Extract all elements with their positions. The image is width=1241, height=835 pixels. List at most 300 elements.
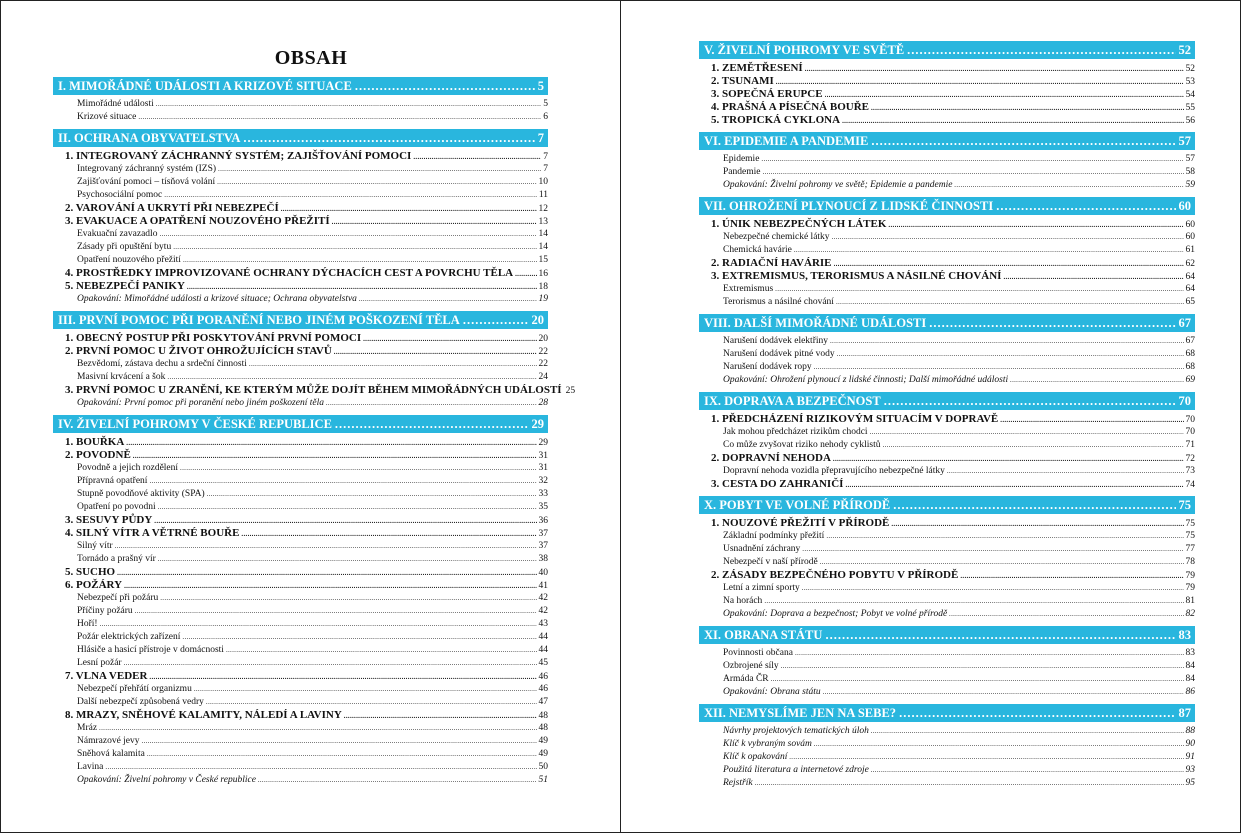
toc-subsection[interactable] xyxy=(53,475,548,488)
entry-page-number: 81 xyxy=(1185,596,1195,606)
toc-subsection[interactable] xyxy=(699,647,1195,660)
chapter-page-number: 52 xyxy=(1178,43,1191,57)
entry-title: 4. PRAŠNÁ A PÍSEČNÁ BOUŘE xyxy=(711,101,869,113)
entry-page-number: 13 xyxy=(538,217,548,227)
toc-subsection[interactable] xyxy=(53,696,548,709)
toc-subsection[interactable] xyxy=(699,361,1195,374)
leader-dots xyxy=(820,556,1184,569)
toc-left xyxy=(53,77,576,792)
entry-title: Základní podmínky přežití xyxy=(723,531,825,541)
chapter-heading[interactable] xyxy=(699,314,1195,332)
toc-subsection[interactable] xyxy=(699,439,1195,452)
entry-title: Lavina xyxy=(77,762,104,772)
chapter-page-number: 70 xyxy=(1178,394,1191,408)
leader-dots xyxy=(802,582,1184,595)
chapter-title: I. MIMOŘÁDNÉ UDÁLOSTI A KRIZOVÉ SITUACE xyxy=(58,79,352,93)
leader-dots xyxy=(218,163,541,176)
page-title: OBSAH xyxy=(274,47,348,69)
entry-page-number: 79 xyxy=(1185,571,1195,581)
entry-title: Jak mohou předcházet rizikům chodci xyxy=(723,427,868,437)
toc-subsection[interactable] xyxy=(699,582,1195,595)
toc-section[interactable] xyxy=(53,566,548,579)
toc-subsection[interactable] xyxy=(699,530,1195,543)
entry-title: Silný vítr xyxy=(77,541,113,551)
chapter-heading[interactable] xyxy=(699,392,1195,410)
entry-title: Pandemie xyxy=(723,167,761,177)
toc-section[interactable] xyxy=(699,517,1195,530)
toc-subsection[interactable] xyxy=(53,722,548,735)
leader-dots xyxy=(761,153,1183,166)
entry-page-number: 32 xyxy=(538,476,548,486)
entry-title: 1. INTEGROVANÝ ZÁCHRANNÝ SYSTÉM; ZAJIŠŤOVÁNÍ POMOCI xyxy=(65,150,412,162)
toc-chapter xyxy=(699,314,1195,387)
entry-title: 1. BOUŘKA xyxy=(65,436,125,448)
toc-section[interactable] xyxy=(53,345,548,358)
toc-subsection[interactable] xyxy=(53,605,548,618)
entry-page-number: 51 xyxy=(538,775,548,785)
entry-page-number: 60 xyxy=(1185,232,1195,242)
entry-page-number: 65 xyxy=(1185,297,1195,307)
entry-title: Extremismus xyxy=(723,284,774,294)
leader-dots xyxy=(762,166,1183,179)
entry-page-number: 5 xyxy=(543,99,548,109)
toc-subsection[interactable] xyxy=(53,618,548,631)
right-page xyxy=(620,0,1241,833)
leader-dots xyxy=(832,231,1184,244)
chapter-title: III. PRVNÍ POMOC PŘI PORANĚNÍ NEBO JINÉM POŠKOZENÍ TĚLA xyxy=(58,313,460,327)
entry-title: Narušení dodávek pitné vody xyxy=(723,349,835,359)
leader-dots xyxy=(154,514,536,528)
leader-dots xyxy=(870,426,1184,439)
entry-title: Mráz xyxy=(77,723,98,733)
toc-review-item[interactable] xyxy=(699,738,1195,751)
chapter-heading[interactable] xyxy=(53,129,548,147)
leader-dots xyxy=(795,647,1184,660)
entry-title: Narušení dodávek ropy xyxy=(723,362,812,372)
toc-section[interactable] xyxy=(53,280,548,293)
entry-title: 1. ÚNIK NEBEZPEČNÝCH LÁTEK xyxy=(711,218,887,230)
entry-title: 2. VAROVÁNÍ A UKRYTÍ PŘI NEBEZPEČÍ xyxy=(65,202,279,214)
toc-section[interactable] xyxy=(53,267,548,280)
entry-title: 1. NOUZOVÉ PŘEŽITÍ V PŘÍRODĚ xyxy=(711,517,890,529)
toc-subsection[interactable] xyxy=(53,540,548,553)
chapter-title: IX. DOPRAVA A BEZPEČNOST xyxy=(704,394,881,408)
leader-dots xyxy=(173,241,536,254)
entry-page-number: 73 xyxy=(1185,466,1195,476)
chapter-heading[interactable] xyxy=(699,496,1195,514)
entry-title: Námrazové jevy xyxy=(77,736,140,746)
entry-page-number: 42 xyxy=(538,593,548,603)
leader-dots xyxy=(158,553,537,566)
chapter-title: VII. OHROŽENÍ PLYNOUCÍ Z LIDSKÉ ČINNOSTI xyxy=(704,199,994,213)
toc-section[interactable] xyxy=(53,436,548,449)
entry-page-number: 49 xyxy=(538,736,548,746)
leader-dots xyxy=(133,449,537,463)
toc-chapter xyxy=(699,626,1195,699)
toc-subsection[interactable] xyxy=(53,644,548,657)
entry-page-number: 62 xyxy=(1185,259,1195,269)
entry-page-number: 37 xyxy=(538,541,548,551)
entry-title: 1. PŘEDCHÁZENÍ RIZIKOVÝM SITUACÍM V DOPRAVĚ xyxy=(711,413,999,425)
toc-section[interactable] xyxy=(53,579,548,592)
toc-review-item[interactable] xyxy=(699,608,1195,621)
entry-page-number: 28 xyxy=(538,398,548,408)
leader-dots xyxy=(871,764,1184,777)
entry-title: 3. SOPEČNÁ ERUPCE xyxy=(711,88,823,100)
toc-section[interactable] xyxy=(699,478,1195,491)
leader-dots xyxy=(888,218,1183,232)
leader-dots xyxy=(954,179,1183,192)
leader-dots xyxy=(871,101,1184,115)
toc-subsection[interactable] xyxy=(699,335,1195,348)
entry-page-number: 43 xyxy=(538,619,548,629)
chapter-heading[interactable] xyxy=(699,704,1195,722)
entry-page-number: 53 xyxy=(1185,77,1195,87)
entry-page-number: 74 xyxy=(1185,480,1195,490)
leader-dots xyxy=(99,722,536,735)
toc-subsection[interactable] xyxy=(53,371,548,384)
toc-chapter xyxy=(53,415,548,787)
toc-subsection[interactable] xyxy=(699,166,1195,179)
leader-dots xyxy=(149,670,536,684)
toc-review-item[interactable] xyxy=(699,686,1195,699)
chapter-heading[interactable] xyxy=(53,77,548,95)
toc-chapter xyxy=(699,496,1195,621)
entry-page-number: 56 xyxy=(1185,116,1195,126)
entry-title: 1. OBECNÝ POSTUP PŘI POSKYTOVÁNÍ PRVNÍ POMOCI xyxy=(65,332,362,344)
leader-dots xyxy=(147,748,537,761)
leader-dots xyxy=(463,311,529,329)
leader-dots xyxy=(837,348,1184,361)
leader-dots xyxy=(789,751,1183,764)
toc-section[interactable] xyxy=(53,215,548,228)
leader-dots xyxy=(160,592,536,605)
entry-title: Armáda ČR xyxy=(723,674,769,684)
leader-dots xyxy=(771,673,1184,686)
entry-page-number: 36 xyxy=(538,516,548,526)
entry-page-number: 40 xyxy=(538,568,548,578)
chapter-page-number: 7 xyxy=(537,131,544,145)
chapter-title: V. ŽIVELNÍ POHROMY VE SVĚTĚ xyxy=(704,43,905,57)
toc-subsection[interactable] xyxy=(53,358,548,371)
toc-section[interactable] xyxy=(699,75,1195,88)
toc-section[interactable] xyxy=(53,670,548,683)
entry-page-number: 59 xyxy=(1185,180,1195,190)
entry-title: Co může zvyšovat riziko nehody cyklistů xyxy=(723,440,881,450)
toc-subsection[interactable] xyxy=(53,657,548,670)
leader-dots xyxy=(842,114,1183,128)
toc-section[interactable] xyxy=(53,709,548,722)
toc-section[interactable] xyxy=(699,569,1195,582)
entry-title: Krizové situace xyxy=(77,112,137,122)
entry-page-number: 48 xyxy=(538,723,548,733)
toc-subsection[interactable] xyxy=(53,254,548,267)
toc-subsection[interactable] xyxy=(699,556,1195,569)
toc-right xyxy=(699,41,1195,795)
toc-section[interactable] xyxy=(53,514,548,527)
leader-dots xyxy=(893,496,1175,514)
entry-page-number: 6 xyxy=(543,112,548,122)
toc-section[interactable] xyxy=(53,332,548,345)
toc-section[interactable] xyxy=(699,218,1195,231)
entry-page-number: 25 xyxy=(565,386,576,396)
entry-title: Opakování: Doprava a bezpečnost; Pobyt ve volné přírodě xyxy=(723,609,948,619)
toc-chapter xyxy=(53,129,548,306)
entry-title: Usnadnění záchrany xyxy=(723,544,801,554)
entry-title: 3. CESTA DO ZAHRANIČÍ xyxy=(711,478,844,490)
entry-title: Integrovaný záchranný systém (IZS) xyxy=(77,164,217,174)
leader-dots xyxy=(825,88,1184,102)
leader-dots xyxy=(355,77,535,95)
leader-dots xyxy=(335,415,529,433)
entry-page-number: 14 xyxy=(538,242,548,252)
entry-title: Opakování: Ohrožení plynoucí z lidské činnosti; Další mimořádné události xyxy=(723,375,1009,385)
toc-subsection[interactable] xyxy=(699,153,1195,166)
toc-subsection[interactable] xyxy=(699,660,1195,673)
leader-dots xyxy=(825,626,1175,644)
toc-subsection[interactable] xyxy=(699,426,1195,439)
leader-dots xyxy=(158,501,537,514)
leader-dots xyxy=(871,725,1184,738)
chapter-heading[interactable] xyxy=(53,311,548,329)
leader-dots xyxy=(281,202,537,216)
toc-review-item[interactable] xyxy=(699,725,1195,738)
leader-dots xyxy=(883,439,1184,452)
leader-dots xyxy=(830,335,1184,348)
entry-page-number: 90 xyxy=(1185,739,1195,749)
toc-subsection[interactable] xyxy=(53,228,548,241)
leader-dots xyxy=(834,257,1184,271)
toc-subsection[interactable] xyxy=(53,553,548,566)
entry-title: 5. TROPICKÁ CYKLONA xyxy=(711,114,841,126)
entry-title: Nebezpečí v naší přírodě xyxy=(723,557,818,567)
chapter-heading[interactable] xyxy=(53,415,548,433)
leader-dots xyxy=(243,129,534,147)
toc-subsection[interactable] xyxy=(53,631,548,644)
toc-chapter xyxy=(53,77,548,124)
chapter-heading[interactable] xyxy=(699,626,1195,644)
entry-title: Ozbrojené síly xyxy=(723,661,779,671)
entry-page-number: 31 xyxy=(538,463,548,473)
toc-subsection[interactable] xyxy=(53,111,548,124)
leader-dots xyxy=(182,631,536,644)
chapter-page-number: 57 xyxy=(1178,134,1191,148)
leader-dots xyxy=(1000,413,1183,427)
entry-page-number: 24 xyxy=(538,372,548,382)
leader-dots xyxy=(135,605,537,618)
leader-dots xyxy=(164,189,537,202)
toc-subsection[interactable] xyxy=(699,244,1195,257)
entry-page-number: 60 xyxy=(1185,220,1195,230)
toc-section[interactable] xyxy=(53,150,548,163)
toc-subsection[interactable] xyxy=(699,231,1195,244)
toc-section[interactable] xyxy=(699,62,1195,75)
toc-section[interactable] xyxy=(53,449,548,462)
entry-page-number: 29 xyxy=(538,438,548,448)
toc-subsection[interactable] xyxy=(53,501,548,514)
leader-dots xyxy=(249,358,537,371)
toc-subsection[interactable] xyxy=(53,98,548,111)
entry-page-number: 82 xyxy=(1185,609,1195,619)
toc-subsection[interactable] xyxy=(53,462,548,475)
leader-dots xyxy=(891,517,1183,531)
leader-dots xyxy=(814,738,1184,751)
toc-subsection[interactable] xyxy=(699,296,1195,309)
leader-dots xyxy=(226,644,537,657)
entry-title: Nebezpečí přehřátí organizmu xyxy=(77,684,192,694)
leader-dots xyxy=(206,696,537,709)
toc-subsection[interactable] xyxy=(699,465,1195,478)
entry-title: 2. ZÁSADY BEZPEČNÉHO POBYTU V PŘÍRODĚ xyxy=(711,569,959,581)
leader-dots xyxy=(960,569,1183,583)
entry-title: Opakování: Mimořádné události a krizové situace; Ochrana obyvatelstva xyxy=(77,294,357,304)
toc-subsection[interactable] xyxy=(699,283,1195,296)
entry-title: 4. SILNÝ VÍTR A VĚTRNÉ BOUŘE xyxy=(65,527,240,539)
toc-chapter xyxy=(699,41,1195,127)
leader-dots xyxy=(359,293,537,306)
toc-subsection[interactable] xyxy=(53,683,548,696)
chapter-heading[interactable] xyxy=(699,132,1195,150)
leader-dots xyxy=(180,462,536,475)
toc-subsection[interactable] xyxy=(53,488,548,501)
leader-dots xyxy=(947,465,1184,478)
entry-page-number: 19 xyxy=(538,294,548,304)
entry-page-number: 84 xyxy=(1185,661,1195,671)
toc-review-item[interactable] xyxy=(53,774,548,787)
toc-subsection[interactable] xyxy=(699,673,1195,686)
entry-title: Tornádo a prašný vír xyxy=(77,554,156,564)
leader-dots xyxy=(344,709,537,723)
leader-dots xyxy=(105,761,536,774)
entry-page-number: 44 xyxy=(538,645,548,655)
entry-title: Požár elektrických zařízení xyxy=(77,632,181,642)
entry-page-number: 37 xyxy=(538,529,548,539)
entry-page-number: 20 xyxy=(538,334,548,344)
leader-dots xyxy=(781,660,1184,673)
leader-dots xyxy=(124,579,536,593)
toc-subsection[interactable] xyxy=(699,595,1195,608)
chapter-title: VIII. DALŠÍ MIMOŘÁDNÉ UDÁLOSTI xyxy=(704,316,927,330)
toc-subsection[interactable] xyxy=(53,176,548,189)
toc-section[interactable] xyxy=(699,101,1195,114)
toc-subsection[interactable] xyxy=(53,241,548,254)
leader-dots xyxy=(142,735,537,748)
entry-title: Mimořádné události xyxy=(77,99,154,109)
toc-section[interactable] xyxy=(699,270,1195,283)
leader-dots xyxy=(326,397,537,410)
entry-title: Klíč k opakování xyxy=(723,752,788,762)
chapter-page-number: 67 xyxy=(1178,316,1191,330)
toc-subsection[interactable] xyxy=(53,748,548,761)
entry-title: Zásady při opuštění bytu xyxy=(77,242,172,252)
entry-page-number: 57 xyxy=(1185,154,1195,164)
toc-chapter xyxy=(53,311,576,410)
toc-subsection[interactable] xyxy=(53,592,548,605)
entry-title: Návrhy projektových tematických úloh xyxy=(723,726,869,736)
toc-subsection[interactable] xyxy=(699,348,1195,361)
entry-title: Opakování: Obrana státu xyxy=(723,687,821,697)
toc-section[interactable] xyxy=(699,88,1195,101)
toc-section[interactable] xyxy=(699,257,1195,270)
toc-review-item[interactable] xyxy=(699,179,1195,192)
chapter-heading[interactable] xyxy=(699,197,1195,215)
leader-dots xyxy=(949,608,1183,621)
entry-page-number: 58 xyxy=(1185,167,1195,177)
toc-section[interactable] xyxy=(53,527,548,540)
entry-page-number: 69 xyxy=(1185,375,1195,385)
entry-title: Bezvědomí, zástava dechu a srdeční činnosti xyxy=(77,359,247,369)
entry-title: Rejstřík xyxy=(723,778,753,788)
entry-page-number: 22 xyxy=(538,359,548,369)
entry-page-number: 42 xyxy=(538,606,548,616)
entry-title: Hlásiče a hasicí přístroje v domácnosti xyxy=(77,645,224,655)
leader-dots xyxy=(794,244,1184,257)
entry-page-number: 83 xyxy=(1185,648,1195,658)
leader-dots xyxy=(149,475,536,488)
toc-subsection[interactable] xyxy=(53,735,548,748)
leader-dots xyxy=(833,452,1184,466)
leader-dots xyxy=(871,132,1175,150)
entry-title: 3. PRVNÍ POMOC U ZRANĚNÍ, KE KTERÝM MŮŽE DOJÍT BĚHEM MIMOŘÁDNÝCH UDÁLOSTÍ xyxy=(65,384,562,396)
toc-review-item[interactable] xyxy=(53,397,548,410)
toc-section[interactable] xyxy=(699,413,1195,426)
leader-dots xyxy=(217,176,536,189)
entry-title: Povinnosti občana xyxy=(723,648,793,658)
toc-section[interactable] xyxy=(53,384,576,397)
entry-page-number: 22 xyxy=(538,347,548,357)
entry-title: Masivní krvácení a šok xyxy=(77,372,166,382)
toc-review-item[interactable] xyxy=(699,751,1195,764)
toc-section[interactable] xyxy=(699,452,1195,465)
leader-dots xyxy=(194,683,537,696)
entry-title: Další nebezpečí způsobená vedry xyxy=(77,697,204,707)
entry-page-number: 71 xyxy=(1185,440,1195,450)
entry-page-number: 86 xyxy=(1185,687,1195,697)
toc-chapter xyxy=(699,704,1195,790)
leader-dots xyxy=(124,657,537,670)
entry-title: 2. POVODNĚ xyxy=(65,449,131,461)
entry-page-number: 35 xyxy=(538,502,548,512)
leader-dots xyxy=(899,704,1175,722)
toc-section[interactable] xyxy=(699,114,1195,127)
entry-page-number: 68 xyxy=(1185,362,1195,372)
chapter-heading[interactable] xyxy=(699,41,1195,59)
leader-dots xyxy=(207,488,537,501)
toc-review-item[interactable] xyxy=(699,764,1195,777)
entry-title: 2. PRVNÍ POMOC U ŽIVOT OHROŽUJÍCÍCH STAVŮ xyxy=(65,345,332,357)
leader-dots xyxy=(117,566,536,580)
entry-page-number: 84 xyxy=(1185,674,1195,684)
entry-page-number: 75 xyxy=(1185,531,1195,541)
toc-section[interactable] xyxy=(53,202,548,215)
toc-review-item[interactable] xyxy=(53,293,548,306)
leader-dots xyxy=(775,283,1183,296)
entry-page-number: 75 xyxy=(1185,519,1195,529)
toc-subsection[interactable] xyxy=(53,189,548,202)
toc-subsection[interactable] xyxy=(53,163,548,176)
leader-dots xyxy=(836,296,1184,309)
toc-subsection[interactable] xyxy=(699,543,1195,556)
toc-subsection[interactable] xyxy=(53,761,548,774)
leader-dots xyxy=(884,392,1176,410)
entry-title: Opakování: Živelní pohromy ve světě; Epidemie a pandemie xyxy=(723,180,953,190)
chapter-page-number: 75 xyxy=(1178,498,1191,512)
entry-title: Sněhová kalamita xyxy=(77,749,145,759)
toc-review-item[interactable] xyxy=(699,777,1195,790)
toc-review-item[interactable] xyxy=(699,374,1195,387)
entry-title: Terorismus a násilné chování xyxy=(723,297,834,307)
entry-title: Epidemie xyxy=(723,154,760,164)
